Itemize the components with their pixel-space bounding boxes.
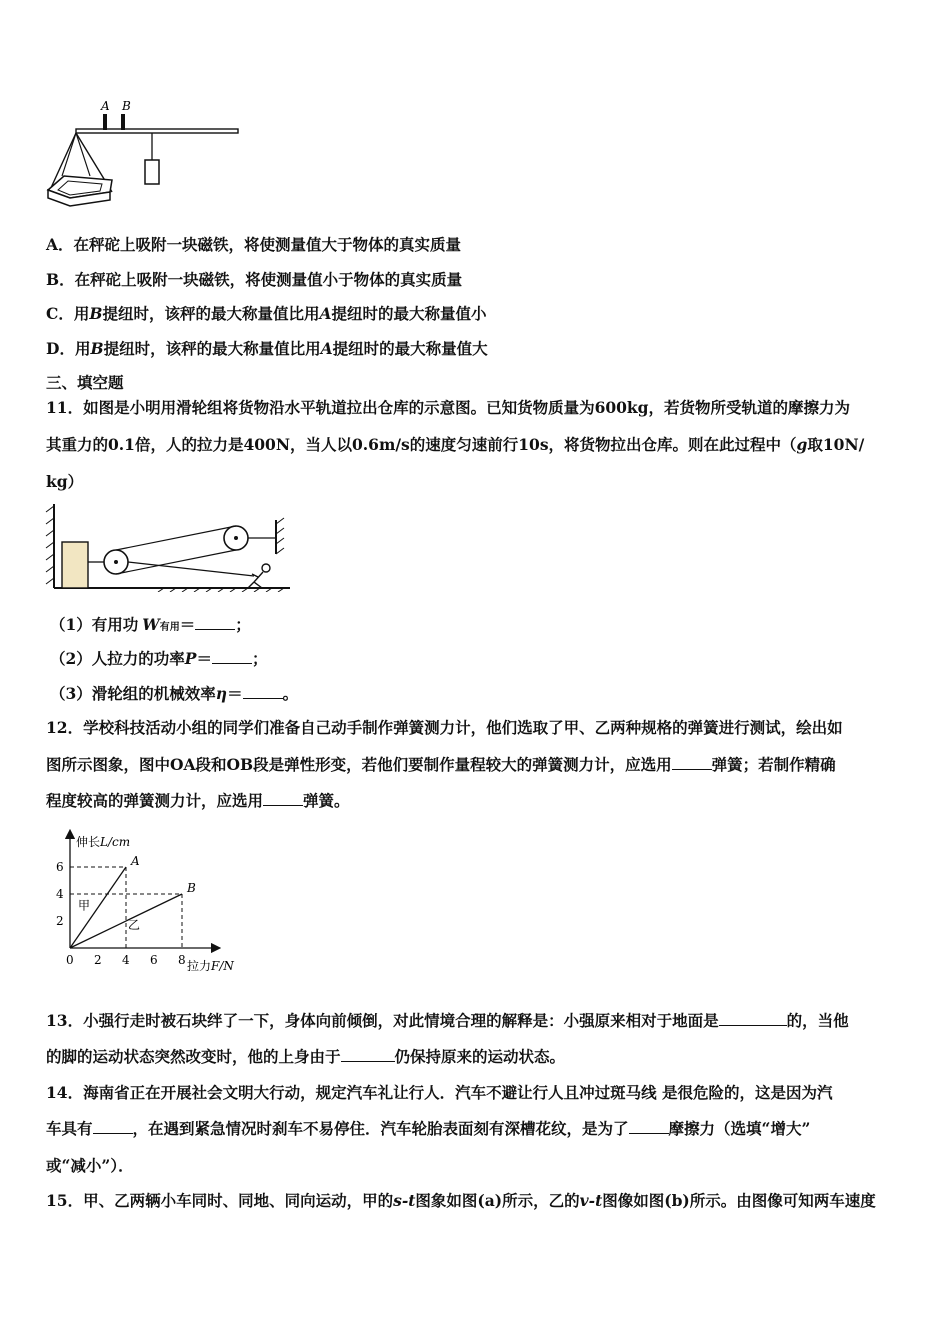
x-tick-label-1: 2	[94, 953, 102, 967]
q11-sub3: （3）滑轮组的机械效率η＝ 。	[50, 684, 299, 703]
label-a: A	[101, 99, 110, 113]
x-tick-label-4: 8	[178, 953, 186, 967]
left-wall-hatch	[46, 506, 54, 584]
section-title: 三、填空题	[46, 373, 124, 392]
q14-line1: 14．海南省正在开展社会文明大行动，规定汽车礼让行人．汽车不避让行人且冲过斑马线 是很危险的，这是因为汽	[46, 1083, 833, 1102]
q14-line3: 或“减小”）．	[46, 1156, 134, 1175]
answer-blank[interactable]	[243, 683, 283, 699]
spring-chart	[50, 828, 260, 978]
y-tick-label-0: 2	[56, 914, 64, 928]
series-label-甲: 甲	[78, 898, 91, 913]
pulley-figure	[44, 502, 294, 592]
q12-line3: 程度较高的弹簧测力计，应选用 弹簧。	[46, 791, 350, 810]
steelyard-figure	[40, 96, 250, 216]
option-a: A．在秤砣上吸附一块磁铁，将使测量值大于物体的真实质量	[46, 235, 462, 254]
point-label-A: A	[131, 854, 140, 868]
hook-a	[103, 114, 107, 130]
answer-blank[interactable]	[719, 1010, 787, 1026]
y-tick-label-2: 6	[56, 860, 64, 874]
answer-blank[interactable]	[341, 1046, 395, 1062]
series-label-乙: 乙	[128, 918, 141, 932]
cargo-box	[62, 542, 88, 588]
y-tick-label-1: 4	[56, 887, 64, 901]
q15-line1: 15．甲、乙两辆小车同时、同地、同向运动，甲的s-t图象如图(a)所示，乙的v-t图像如图(b)所示。由图像可知两车速度	[46, 1191, 876, 1210]
answer-blank[interactable]	[212, 648, 252, 664]
answer-blank[interactable]	[93, 1118, 133, 1134]
q11-sub1: （1）有用功 W有用＝ ；	[50, 615, 251, 634]
right-wall-hatch	[276, 518, 284, 554]
option-b: B．在秤砣上吸附一块磁铁，将使测量值小于物体的真实质量	[46, 270, 463, 289]
q11-line2: 其重力的0.1倍，人的拉力是400N，当人以0.6m/s的速度匀速前行10s，将货物拉出仓库。则在此过程中（g取10N/	[46, 435, 865, 454]
label-b: B	[122, 99, 131, 113]
option-d: D．用B提纽时，该秤的最大称量值比用A提纽时的最大称量值大	[46, 339, 488, 358]
x-tick-label-2: 4	[122, 953, 130, 967]
x-tick-label-0: 0	[66, 953, 74, 967]
beam	[76, 129, 238, 133]
x-axis-label: 拉力F/N	[187, 959, 234, 973]
answer-blank[interactable]	[195, 614, 235, 630]
y-axis-label: 伸长L/cm	[76, 835, 131, 849]
weight	[145, 160, 159, 184]
answer-blank[interactable]	[629, 1118, 669, 1134]
x-tick-label-3: 6	[150, 953, 158, 967]
q11-line3: kg）	[46, 472, 84, 491]
point-label-B: B	[187, 881, 196, 895]
hook-b	[121, 114, 125, 130]
answer-blank[interactable]	[672, 754, 712, 770]
answer-blank[interactable]	[263, 790, 303, 806]
q11-sub2: （2）人拉力的功率P＝ ；	[50, 649, 268, 668]
q13-line1: 13．小强行走时被石块绊了一下，身体向前倾倒，对此情境合理的解释是：小强原来相对于地面是 的，当他	[46, 1011, 849, 1030]
q11-line1: 11．如图是小明用滑轮组将货物沿水平轨道拉出仓库的示意图。已知货物质量为600kg，若货物所受轨道的摩擦力为	[46, 398, 851, 417]
q12-line1: 12．学校科技活动小组的同学们准备自己动手制作弹簧测力计，他们选取了甲、乙两种规格的弹簧进行测试，绘出如	[46, 718, 843, 737]
q13-line2: 的脚的运动状态突然改变时，他的上身由于 仍保持原来的运动状态。	[46, 1047, 566, 1066]
q14-line2: 车具有 ，在遇到紧急情况时刹车不易停住．汽车轮胎表面刻有深槽花纹，是为了 摩擦力（选填“增大”	[46, 1119, 811, 1138]
q12-line2: 图所示图象，图中OA段和OB段是弹性形变，若他们要制作量程较大的弹簧测力计，应选用 弹簧；若制作精确	[46, 755, 836, 774]
option-c: C．用B提纽时，该秤的最大称量值比用A提纽时的最大称量值小	[46, 304, 487, 323]
